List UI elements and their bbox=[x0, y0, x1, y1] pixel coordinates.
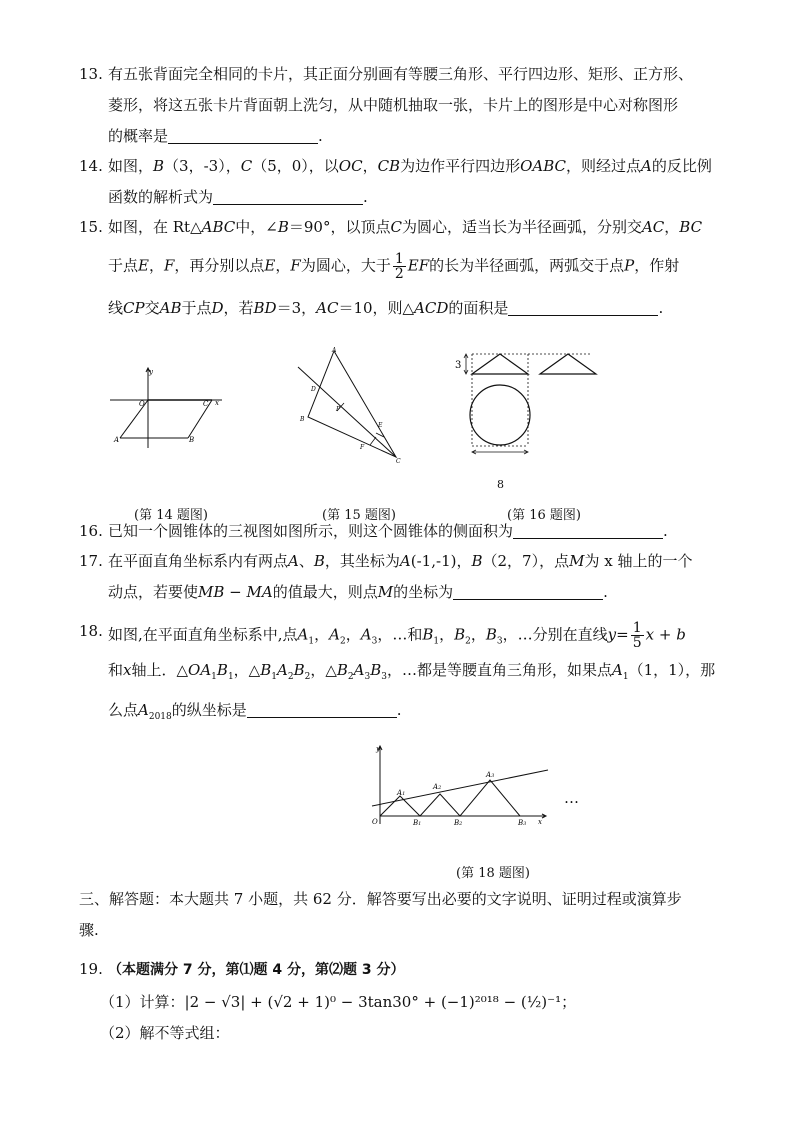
question-number: 14. bbox=[79, 157, 103, 175]
ellipsis: … bbox=[564, 789, 579, 807]
svg-text:P: P bbox=[336, 406, 341, 413]
svg-text:y: y bbox=[376, 745, 380, 753]
svg-text:B: B bbox=[300, 416, 305, 423]
svg-text:B2: B2 bbox=[454, 819, 463, 827]
q19-part2: （2）解不等式组： bbox=[100, 1024, 230, 1042]
q13-line1: 有五张背面完全相同的卡片，其正面分别画有等腰三角形、平行四边形、矩形、正方形、 bbox=[108, 65, 694, 83]
figure-caption: (第 14 题图) bbox=[134, 508, 208, 523]
q15-line2: 于点E，F，再分别以点E，F为圆心，大于 $\frac{1}{2}$ EF的长为半径画弧，两弧交于点P，作射 bbox=[108, 251, 680, 282]
q18-line1: 如图,在平面直角坐标系中,点$A_1$，$A_2$，$A_3$，…和$B_1$，$B_2$，$B_3$，…分别在直线y= $\frac{1}{5}$ x + b bbox=[108, 620, 686, 651]
question-number: 17. bbox=[79, 552, 103, 570]
question-number: 15. bbox=[79, 218, 103, 236]
svg-text:x: x bbox=[538, 818, 542, 826]
q18-line2: 和x轴上．$\triangle OA_1B_1$，$\triangle B_1A_2B_2$，$\triangle B_2A_3B_3$，…都是等腰直角三角形，如果点$A_1(1$，1），那 bbox=[108, 661, 716, 682]
svg-text:A: A bbox=[114, 436, 120, 444]
question-number: 19. bbox=[79, 960, 103, 978]
section-heading-cont: 骤. bbox=[79, 921, 99, 939]
answer-blank[interactable] bbox=[508, 299, 658, 316]
q13-line2: 菱形，将这五张卡片背面朝上洗匀，从中随机抽取一张，卡片上的图形是中心对称图形 bbox=[108, 96, 679, 114]
figure-caption: (第 16 题图) bbox=[507, 508, 581, 523]
svg-text:D: D bbox=[311, 386, 316, 393]
svg-text:A: A bbox=[332, 347, 337, 354]
fraction: $\frac{1}{2}$ bbox=[394, 251, 404, 282]
svg-text:E: E bbox=[378, 422, 383, 429]
q19-part1: （1）计算：|2 − √3| + (√2 + 1)⁰ − 3tan30° + (−1)²⁰¹⁸ − (½)⁻¹； bbox=[100, 993, 577, 1011]
q18-line3: 么点$A_{2018}$的纵坐标是 . bbox=[108, 701, 402, 722]
figure-18 bbox=[368, 742, 553, 830]
dimension-label: 3 bbox=[455, 360, 462, 371]
svg-text:x: x bbox=[215, 399, 219, 407]
svg-text:O: O bbox=[139, 400, 145, 408]
svg-text:B: B bbox=[189, 436, 195, 444]
figure-caption: (第 18 题图) bbox=[456, 866, 530, 881]
q16-text: 已知一个圆锥体的三视图如图所示，则这个圆锥体的侧面积为 . bbox=[108, 522, 668, 540]
svg-text:y: y bbox=[149, 368, 153, 376]
figure-15 bbox=[292, 345, 412, 465]
dimension-label: 8 bbox=[497, 478, 504, 491]
math-expression: |2 − √3| + (√2 + 1)⁰ − 3tan30° + (−1)²⁰¹⁸ − (½)⁻¹； bbox=[184, 993, 577, 1011]
q15-line1: 如图，在 Rt△ABC中，∠B＝90°，以顶点C为圆心，适当长为半径画弧，分别交AC，BC bbox=[108, 218, 703, 236]
answer-blank[interactable] bbox=[513, 522, 663, 539]
q17-line1: 在平面直角坐标系内有两点A、B，其坐标为A(-1,-1)，B（2，7），点M为 x 轴上的一个 bbox=[108, 552, 693, 570]
svg-text:B1: B1 bbox=[413, 819, 422, 827]
q14-line1: 如图，B（3，-3），C（5，0），以OC，CB为边作平行四边形OABC，则经过点A的反比例 bbox=[108, 157, 712, 175]
figure-16 bbox=[452, 350, 602, 460]
question-number: 13. bbox=[79, 65, 103, 83]
section-heading: 三、解答题：本大题共 7 小题，共 62 分．解答要写出必要的文字说明、证明过程或演算步 bbox=[79, 890, 682, 908]
figure-14 bbox=[108, 360, 226, 452]
fraction: $\frac{1}{5}$ bbox=[632, 620, 642, 651]
question-number: 18. bbox=[79, 622, 103, 640]
svg-text:F: F bbox=[360, 444, 365, 451]
question-number: 16. bbox=[79, 522, 103, 540]
q14-line2: 函数的解析式为 . bbox=[108, 188, 368, 206]
answer-blank[interactable] bbox=[213, 188, 363, 205]
svg-text:C: C bbox=[203, 400, 209, 408]
svg-text:B3: B3 bbox=[518, 819, 527, 827]
answer-blank[interactable] bbox=[247, 701, 397, 718]
answer-blank[interactable] bbox=[453, 583, 603, 600]
svg-text:A1: A1 bbox=[397, 789, 406, 797]
answer-blank[interactable] bbox=[168, 127, 318, 144]
svg-text:A3: A3 bbox=[486, 771, 495, 779]
q15-line3: 线CP交AB于点D，若BD＝3，AC＝10，则△ACD的面积是 . bbox=[108, 299, 664, 317]
figure-caption: (第 15 题图) bbox=[322, 508, 396, 523]
q13-line3: 的概率是 . bbox=[108, 127, 323, 145]
q19-header: （本题满分 7 分，第⑴题 4 分，第⑵题 3 分） bbox=[108, 962, 405, 978]
q17-line2: 动点，若要使MB − MA的值最大，则点M的坐标为 . bbox=[108, 583, 608, 601]
svg-text:O: O bbox=[372, 818, 378, 826]
svg-text:A2: A2 bbox=[433, 783, 442, 791]
svg-text:C: C bbox=[396, 458, 401, 465]
